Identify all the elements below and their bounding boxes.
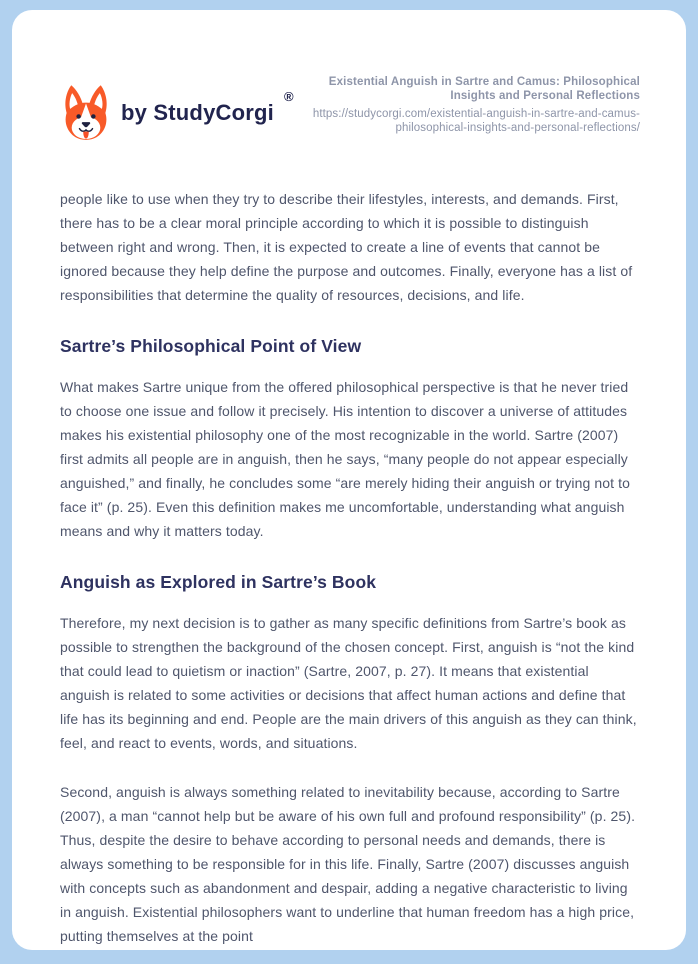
section-heading-sartres-point-of-view: Sartre’s Philosophical Point of View bbox=[60, 336, 362, 356]
brand-name: by StudyCorgi bbox=[121, 100, 274, 125]
paragraph-intro: people like to use when they try to describe their lifestyles, interests, and demands. First, there has to be a clear moral principle according to which it is possible to distinguish between right and wrong. Then, it is expected to create a line of events that cannot be ignored because they help define the purpose and outcomes. Finally, everyone has a list of responsibilities that determine the quality of resources, decisions, and life. bbox=[60, 191, 633, 303]
section-heading-anguish-in-sartres-book: Anguish as Explored in Sartre’s Book bbox=[60, 572, 377, 592]
section-1-paragraph-1: What makes Sartre unique from the offered philosophical perspective is that he never tried to choose one issue and follow it precisely. His intention to discover a universe of attitudes makes his existential philosophy one of the most recognizable in the world. Sartre (2007) first admits all people are in anguish, then he says, “many people do not appear especially anguished,” and finally, he concludes some “are merely hiding their anguish or trying not to face it” (p. 25). Even this definition makes me uncomfortable, understanding what anguish means and why it matters today. bbox=[60, 379, 631, 539]
document-title: Existential Anguish in Sartre and Camus: Philosophical Insights and Personal Reflections bbox=[328, 76, 640, 102]
corgi-mascot-icon bbox=[60, 83, 112, 143]
article-body bbox=[60, 187, 640, 948]
section-2-paragraph-1: Therefore, my next decision is to gather as many specific definitions from Sartre’s book as possible to strengthen the background of the chosen concept. First, anguish is “not the kind that could lead to quietism or inaction” (Sartre, 2007, p. 27). It means that existential anguish is related to some activities or decisions that affect human actions and define that life has its beginning and end. People are the main drivers of this anguish as they can think, feel, and react to events, words, and situations. bbox=[60, 615, 637, 751]
document-header bbox=[60, 74, 640, 143]
section-2-paragraph-2: Second, anguish is always something related to inevitability because, according to Sartre (2007), a man “cannot help but be aware of his own full and profound responsibility” (p. 25). Thus, despite the desire to behave according to personal needs and demands, there is always something to be responsible for in this life. Finally, Sartre (2007) discusses anguish with concepts such as abandonment and despair, adding a negative characteristic to living in anguish. Existential philosophers want to underline that human freedom has a high price, putting themselves at the point bbox=[60, 784, 636, 944]
document-card bbox=[12, 10, 686, 950]
document-meta bbox=[294, 75, 640, 135]
brand bbox=[60, 83, 294, 143]
document-url-link[interactable]: https://studycorgi.com/existential-anguish-in-sartre-and-camus-philosophical-insights-and-personal-reflections/ bbox=[312, 108, 640, 134]
registered-mark: ® bbox=[283, 89, 294, 104]
